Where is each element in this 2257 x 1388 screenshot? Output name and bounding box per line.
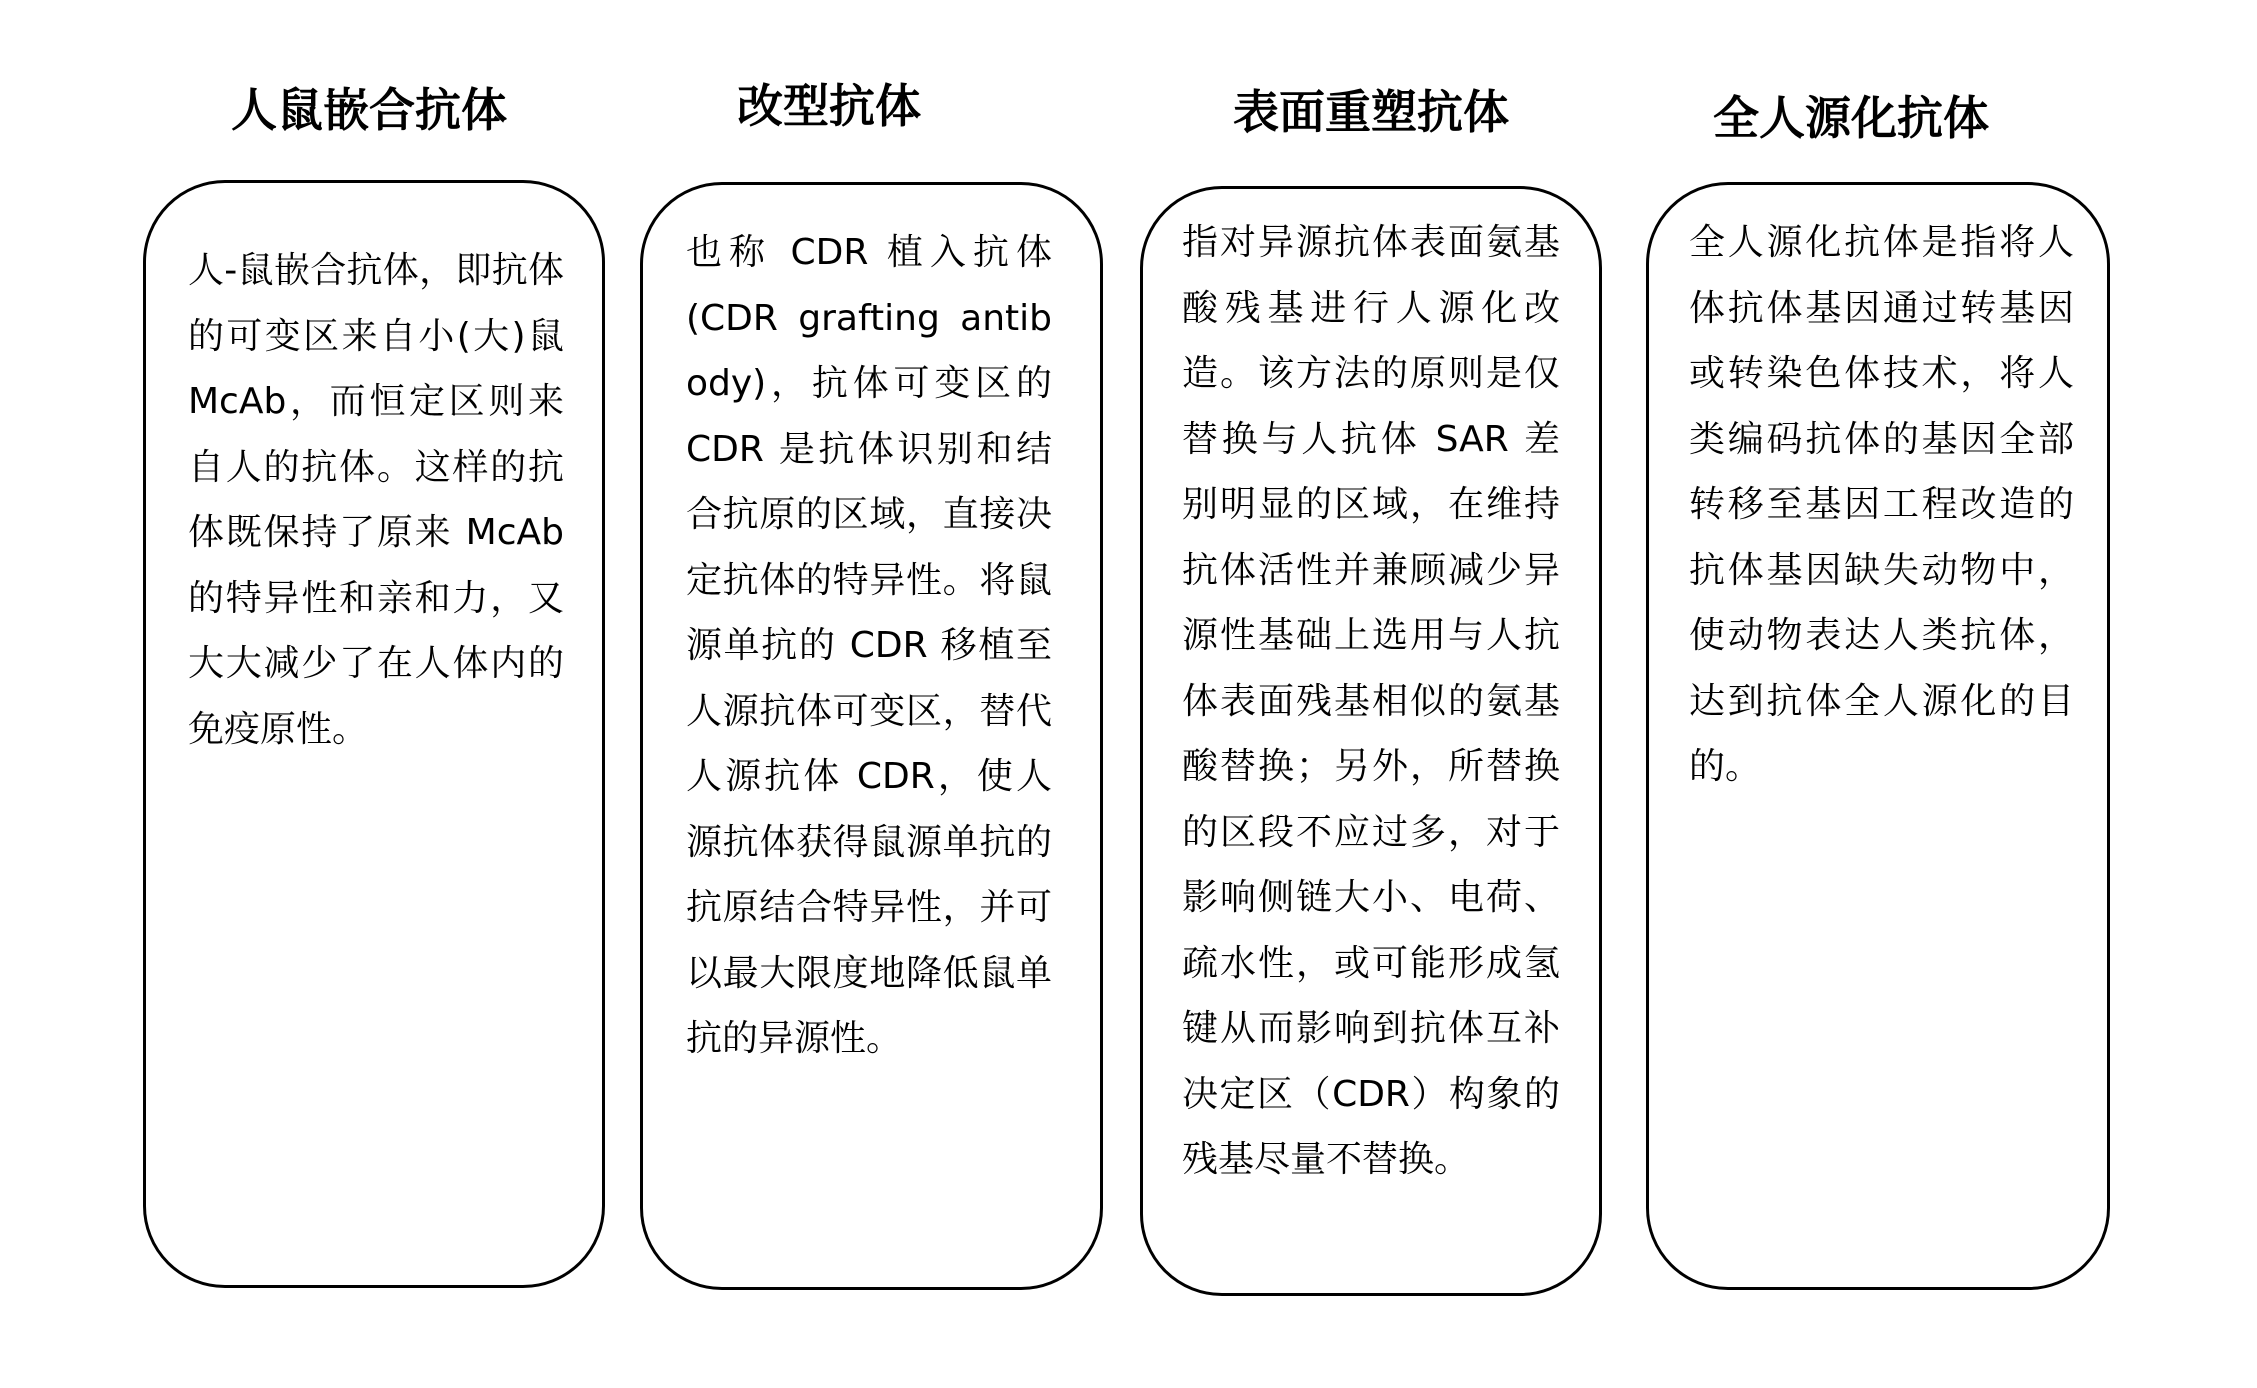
column-title: 改型抗体 <box>737 79 921 133</box>
column-title: 人鼠嵌合抗体 <box>231 83 507 137</box>
description-text: 人-鼠嵌合抗体，即抗体的可变区来自小(大)鼠 McAb，而恒定区则来自人的抗体。这样的抗体既保持了原来 McAb 的特异性和亲和力，又大大减少了在人体内的免疫原性。 <box>188 250 564 750</box>
column-title: 全人源化抗体 <box>1713 91 1989 145</box>
column-title: 表面重塑抗体 <box>1233 85 1509 139</box>
description-text: 全人源化抗体是指将人体抗体基因通过转基因或转染色体技术，将人类编码抗体的基因全部转移至基因工程改造的抗体基因缺失动物中，使动物表达人类抗体，达到抗体全人源化的目的。 <box>1689 222 2074 787</box>
description-text: 也称 CDR 植入抗体 (CDR grafting antibody)，抗体可变区的 CDR 是抗体识别和结合抗原的区域，直接决定抗体的特异性。将鼠源单抗的 CDR 移植至人源抗体可变区，替代人源抗体 CDR，使人源抗体获得鼠源单抗的抗原结合特异性，并可以最大限度地降低鼠单抗的异源性。 <box>686 232 1052 1059</box>
description-text: 指对异源抗体表面氨基酸残基进行人源化改造。该方法的原则是仅替换与人抗体 SAR 差别明显的区域，在维持抗体活性并兼顾减少异源性基础上选用与人抗体表面残基相似的氨基酸替换；另外，所替换的区段不应过多，对于影响侧链大小、电荷、疏水性，或可能形成氢键从而影响到抗体互补决定区（CDR）构象的残基尽量不替换。 <box>1182 222 1560 1180</box>
